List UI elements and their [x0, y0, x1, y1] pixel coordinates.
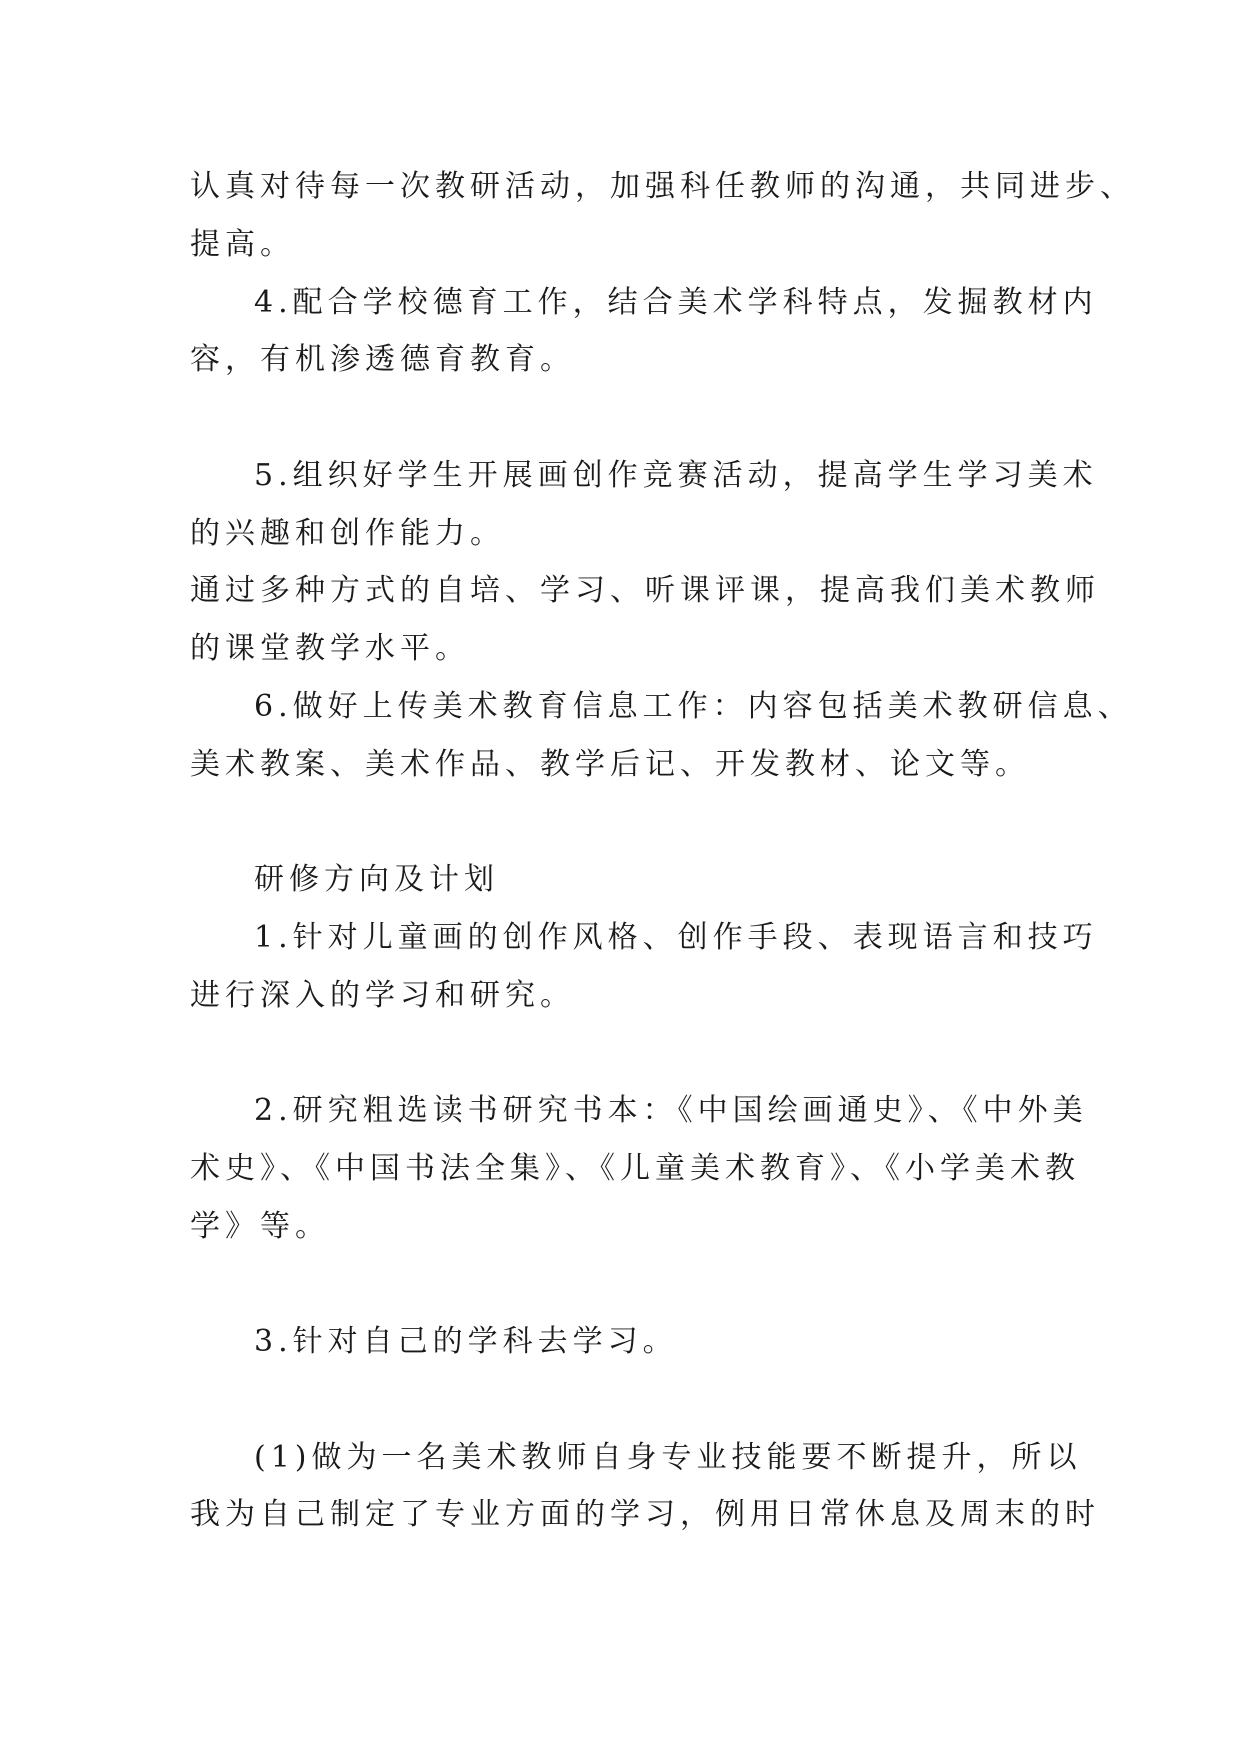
text-line: 1.针对儿童画的创作风格、创作手段、表现语言和技巧: [254, 920, 1098, 955]
text-line: 认真对待每一次教研活动，加强科任教师的沟通，共同进步、: [190, 169, 1135, 204]
text-line: 我为自己制定了专业方面的学习，例用日常休息及周末的时: [190, 1497, 1100, 1532]
text-line: 提高。: [190, 227, 295, 262]
text-line: 6.做好上传美术教育信息工作：内容包括美术教研信息、: [254, 689, 1133, 724]
section-heading: 研修方向及计划: [254, 862, 499, 897]
text-line: 美术教案、美术作品、教学后记、开发教材、论文等。: [190, 747, 1030, 782]
text-line: 的兴趣和创作能力。: [190, 516, 505, 551]
text-line: 3.针对自己的学科去学习。: [254, 1324, 678, 1359]
text-line: 容，有机渗透德育教育。: [190, 342, 575, 377]
text-line: 2.研究粗选读书研究书本：《中国绘画通史》、《中外美: [254, 1093, 1088, 1128]
text-line: 学》等。: [190, 1209, 330, 1244]
text-line: (1)做为一名美术教师自身专业技能要不断提升，所以: [254, 1440, 1082, 1475]
text-line: 术史》、《中国书法全集》、《儿童美术教育》、《小学美术教: [190, 1151, 1080, 1186]
text-line: 4.配合学校德育工作，结合美术学科特点，发掘教材内: [254, 285, 1098, 320]
text-line: 5.组织好学生开展画创作竞赛活动，提高学生学习美术: [254, 458, 1098, 493]
text-line: 的课堂教学水平。: [190, 631, 470, 666]
text-line: 通过多种方式的自培、学习、听课评课，提高我们美术教师: [190, 573, 1100, 608]
text-line: 进行深入的学习和研究。: [190, 978, 575, 1013]
